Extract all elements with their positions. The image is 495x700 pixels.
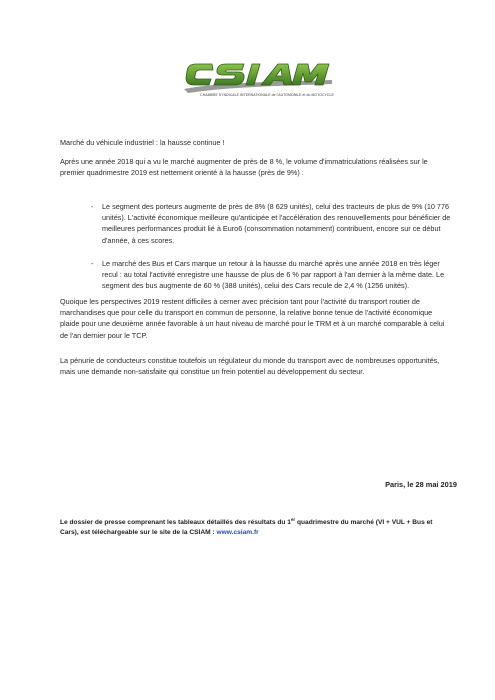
intro-paragraph: Après une année 2018 qui a vu le marché augmenter de près de 8 %, le volume d'immatriculations réalisées sur le premier quadrimestre 2019 est nettement orienté à la hausse (près de 9%) : — [60, 157, 428, 178]
bullet-marker: - — [91, 202, 94, 211]
footer-text-start: Le dossier de presse comprenant les tableaux détaillés des résultats du 1 — [60, 519, 291, 526]
bullet-marker: - — [91, 259, 94, 268]
bullet-bus-cars: Le marché des Bus et Cars marque un retour à la hausse du marché après une année 2018 en très léger recul : au total l'activité enregistre une hausse de plus de 6 % par rapport à l'an dernier à la même date. Le segment des bus augmente de 60 % (388 unités), celui des Cars recule de 2,4 % (1256 unités). — [102, 259, 445, 291]
logo-subtitle: CHAMBRE SYNDICALE INTERNATIONALE de l'AUTOMOBILE et du MOTOCYCLE — [200, 93, 334, 97]
paragraph-penurie-conducteurs: La pénurie de conducteurs constitue toutefois un régulateur du monde du transport avec de nombreuses opportunités, mais une demande non-satisfaite qui constitue un frein potentiel au développement du secteur. — [60, 356, 440, 377]
paragraph-perspectives: Quoique les perspectives 2019 restent difficiles à cerner avec précision tant pour l'activité du transport routier de marchandises que pour celle du transport en commun de personne, la relative bonne tenue de l'activité économique plaide pour une deuxième année favorable à un haut niveau de marché pour le TRM et à un marché comparable à celui de l'an dernier pour le TCP. — [60, 297, 445, 340]
document-title: Marché du véhicule industriel : la hausse continue ! — [60, 138, 225, 147]
csiam-website-link[interactable]: www.csiam.fr — [216, 529, 259, 537]
bullet-porteurs-tracteurs: Le segment des porteurs augmente de près de 8% (8 629 unités), celui des tracteurs de plus de 9% (10 776 unités). L'activité économique meilleure qu'anticipée et l'accélération des renouvellements pour bénéficier de meilleures performances produit lié à Euro6 (consommation notamment) contribuent, encore sur ce début d'année, à ces scores. — [102, 202, 451, 245]
csiam-logo-graphic — [182, 58, 334, 94]
footer-text-end: quadrimestre du marché (VI + VUL + Bus et Cars), est téléchargeable sur le site de la CSIAM : — [60, 519, 433, 537]
footer-superscript: er — [290, 516, 296, 522]
document-date: Paris, le 28 mai 2019 — [385, 480, 457, 489]
footer-note — [60, 518, 452, 539]
csiam-logo — [182, 58, 334, 102]
